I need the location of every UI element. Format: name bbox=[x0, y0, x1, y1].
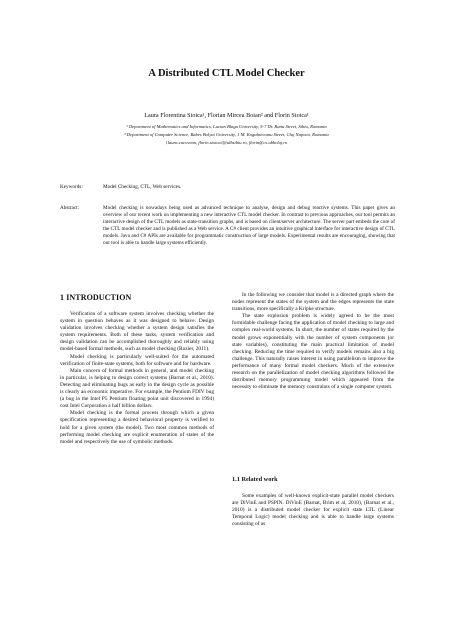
paper-title: A Distributed CTL Model Checker bbox=[148, 68, 305, 79]
left-column bbox=[60, 311, 214, 446]
paragraph: Model checking is particularly well-suited for the automated verification of finite-state systems, both for software and for hardware. bbox=[60, 353, 214, 367]
paragraph: The state explosion problem is widely agreed to be the most formidable challenge facing the application of model checking to large and complex real-world systems. In short, the number of states required by the model grows exponentially with the number of system components (or state variables), constituting the main practical limitation of model checking. Reducing the time required to verify models remains also a big challenge. This naturally raises interest in using parallelism to improve the performance of many formal model checkers. Much of the extensive research on the parallelization of model checking algorithms followed the distributed memory programming model which appeared from the necessity to eliminate the memory constraints of a single computer system. bbox=[232, 313, 394, 391]
paragraph: Model checking is the formal process through which a given specification representing a desired behavioral property is verified to hold for a given system (the model). Two most common methods of performing model checking are explicit enumeration of states of the model and respectively the use of symbolic methods. bbox=[60, 410, 214, 445]
right-column bbox=[232, 292, 394, 391]
keywords-text: Model Checking, CTL, Web services. bbox=[103, 184, 182, 190]
author-list: Laura Florentina Stoica¹, Florian Mircea Boian² and Florin Stoica¹ bbox=[144, 112, 309, 119]
paragraph: In the following we consider that model is a directed graph where the nodes represent the states of the system and the edges represents the state transitions, more specifically a Kripke structure. bbox=[232, 292, 394, 313]
paragraph: Some examples of well-known explicit-state parallel model checkers are DiVinE and PSPIN. DiVinE (Barnat, Brim et al, 2010), (Barnat et al., 2010) is a distributed model checker for explicit state LTL (Linear Temporal Logic) model checking and is able to handle large systems consisting of as bbox=[232, 493, 394, 528]
related-work-text bbox=[232, 493, 394, 528]
abstract-text: Model checking is nowadays being used as advanced technique to analyse, design and debug reactive systems. This paper gives an overview of our recent work on implementing a new interactive CTL model checker. In contrast to previous approaches, our tool permits an interactive design of the CTL models as state-transition graphs, and is based on client/server architecture. The server part embeds the core of the CTL model checker and is published as a Web service. A C# client provides an intuitive graphical interface for interactive design of CTL models. Java and C# APIs are available for programmatic construction of large models. Experimental results are encouraging, showing that our tool is able to handle large systems efficiently. bbox=[103, 205, 395, 246]
affiliation-2: ² Department of Computer Science, Babes Bolyai University, 1 M. Kogalniceanu Street, Cluj Napoca, Romania bbox=[124, 132, 329, 137]
abstract-label: Abstract: bbox=[60, 205, 80, 211]
paragraph: Main concern of formal methods in general, and model checking in particular, is helping to design correct systems (Barnat et al., 2010). Detecting and eliminating bugs as early in the design cycle as possible is clearly an economic imperative. For example, the Pentium FDIV bug (a bug in the Intel P5 Pentium floating point unit discovered in 1994) cost Intel Corporation a half billion dollars. bbox=[60, 367, 214, 410]
author-emails: {laura.cacovean, florin.stoica}@ulbsibiu.ro, florin@cs.ubbcluj.ro bbox=[165, 140, 288, 145]
keywords-label: Keywords: bbox=[60, 184, 83, 190]
subsection-heading-related-work: 1.1 Related work bbox=[232, 476, 278, 483]
section-heading-introduction: 1 INTRODUCTION bbox=[60, 293, 132, 302]
affiliation-1: ¹ Department of Mathematics and Informatics, Lucian Blaga University, 5-7 Dr. Ratiu Street, Sibiu, Romania bbox=[126, 124, 327, 129]
paragraph: Verification of a software system involves checking whether the system in question behaves as it was designed to behave. Design validation involves checking whether a system design satisfies the system requirements. Both of these tasks, system verification and design validation can be accomplished thoroughly and reliably using model-based formal methods, such as model checking (Rozier, 2011). bbox=[60, 311, 214, 353]
